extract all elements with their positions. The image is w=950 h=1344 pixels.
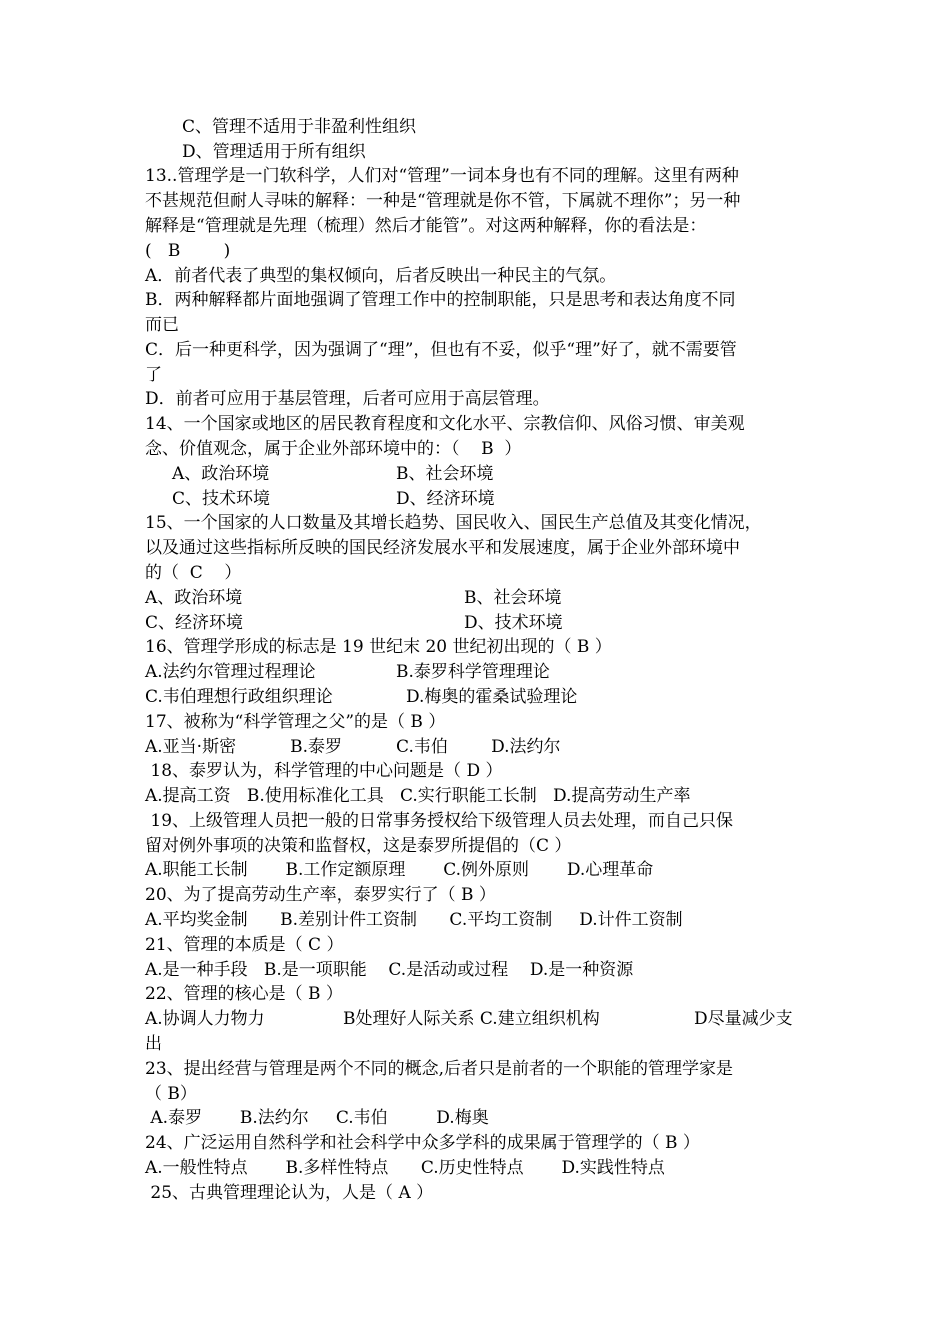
text-line: 21、管理的本质是（ C ）: [145, 935, 344, 955]
text-line: D、管理适用于所有组织: [182, 142, 366, 162]
option: B、社会环境: [464, 588, 562, 608]
text-line: 19、上级管理人员把一般的日常事务授权给下级管理人员去处理，而自己只保: [145, 811, 734, 831]
option: D尽量减少支: [694, 1009, 793, 1029]
text-line: A.泰罗 B.法约尔 C.韦伯 D.梅奥: [145, 1108, 489, 1128]
text-line: A.职能工长制 B.工作定额原理 C.例外原则 D.心理革命: [145, 860, 654, 880]
text-line: 不甚规范但耐人寻味的解释：一种是“管理就是你不管，下属就不理你”；另一种: [145, 191, 741, 211]
text-line: A.提高工资 B.使用标准化工具 C.实行职能工长制 D.提高劳动生产率: [145, 786, 691, 806]
option: B.泰罗科学管理理论: [396, 662, 550, 682]
text-line: ( B ): [145, 241, 231, 261]
text-line: 的（ C ）: [145, 563, 242, 583]
text-line: 15、一个国家的人口数量及其增长趋势、国民收入、国民生产总值及其变化情况，: [145, 513, 762, 533]
text-line: 20、为了提高劳动生产率，泰罗实行了（ B ）: [145, 885, 496, 905]
text-line: 出: [145, 1034, 162, 1054]
option: B处理好人际关系 C.建立组织机构: [343, 1009, 600, 1029]
option: C、技术环境: [172, 489, 271, 509]
option: D、经济环境: [396, 489, 495, 509]
text-line: A.一般性特点 B.多样性特点 C.历史性特点 D.实践性特点: [145, 1158, 665, 1178]
text-line: D．前者可应用于基层管理，后者可应用于高层管理。: [145, 389, 550, 409]
option: D.梅奥的霍桑试验理论: [406, 687, 578, 707]
text-line: （ B）: [145, 1084, 197, 1104]
text-line: C、管理不适用于非盈利性组织: [182, 117, 417, 137]
text-line: A.是一种手段 B.是一项职能 C.是活动或过程 D.是一种资源: [145, 960, 634, 980]
option: A.协调人力物力: [145, 1009, 265, 1029]
text-line: 24、广泛运用自然科学和社会科学中众多学科的成果属于管理学的（ B ）: [145, 1133, 700, 1153]
text-line: 25、古典管理理论认为，人是（ A ）: [145, 1183, 434, 1203]
option: C、经济环境: [145, 613, 244, 633]
text-line: A.平均奖金制 B.差别计件工资制 C.平均工资制 D.计件工资制: [145, 910, 683, 930]
option: A、政治环境: [172, 464, 270, 484]
text-line: 留对例外事项的决策和监督权，这是泰罗所提倡的（C ）: [145, 836, 572, 856]
text-line: 14、一个国家或地区的居民教育程度和文化水平、宗教信仰、风俗习惯、审美观: [145, 414, 745, 434]
text-line: C．后一种更科学，因为强调了“理”，但也有不妥，似乎“理”好了，就不需要管: [145, 340, 737, 360]
text-line: A.亚当·斯密 B.泰罗 C.韦伯 D.法约尔: [145, 737, 561, 757]
text-line: 念、价值观念，属于企业外部环境中的：（ B ）: [145, 439, 522, 459]
text-line: 16、管理学形成的标志是 19 世纪末 20 世纪初出现的（ B ）: [145, 637, 612, 657]
text-line: 17、被称为“科学管理之父”的是（ B ）: [145, 712, 446, 732]
option: A、政治环境: [145, 588, 243, 608]
option: C.韦伯理想行政组织理论: [145, 687, 333, 707]
option: A.法约尔管理过程理论: [145, 662, 316, 682]
text-line: 13..管理学是一门软科学，人们对“管理”一词本身也有不同的理解。这里有两种: [145, 166, 739, 186]
text-line: 23、提出经营与管理是两个不同的概念,后者只是前者的一个职能的管理学家是: [145, 1059, 734, 1079]
text-line: 了: [145, 365, 162, 385]
text-line: 22、管理的核心是（ B ）: [145, 984, 343, 1004]
option: B、社会环境: [396, 464, 494, 484]
text-line: 而已: [145, 315, 179, 335]
text-line: B．两种解释都片面地强调了管理工作中的控制职能，只是思考和表达角度不同: [145, 290, 736, 310]
text-line: A．前者代表了典型的集权倾向，后者反映出一种民主的气氛。: [145, 266, 617, 286]
option: D、技术环境: [464, 613, 563, 633]
text-line: 18、泰罗认为，科学管理的中心问题是（ D ）: [145, 761, 503, 781]
text-line: 以及通过这些指标所反映的国民经济发展水平和发展速度，属于企业外部环境中: [145, 538, 740, 558]
text-line: 解释是“管理就是先理（梳理）然后才能管”。对这两种解释，你的看法是：: [145, 216, 707, 236]
